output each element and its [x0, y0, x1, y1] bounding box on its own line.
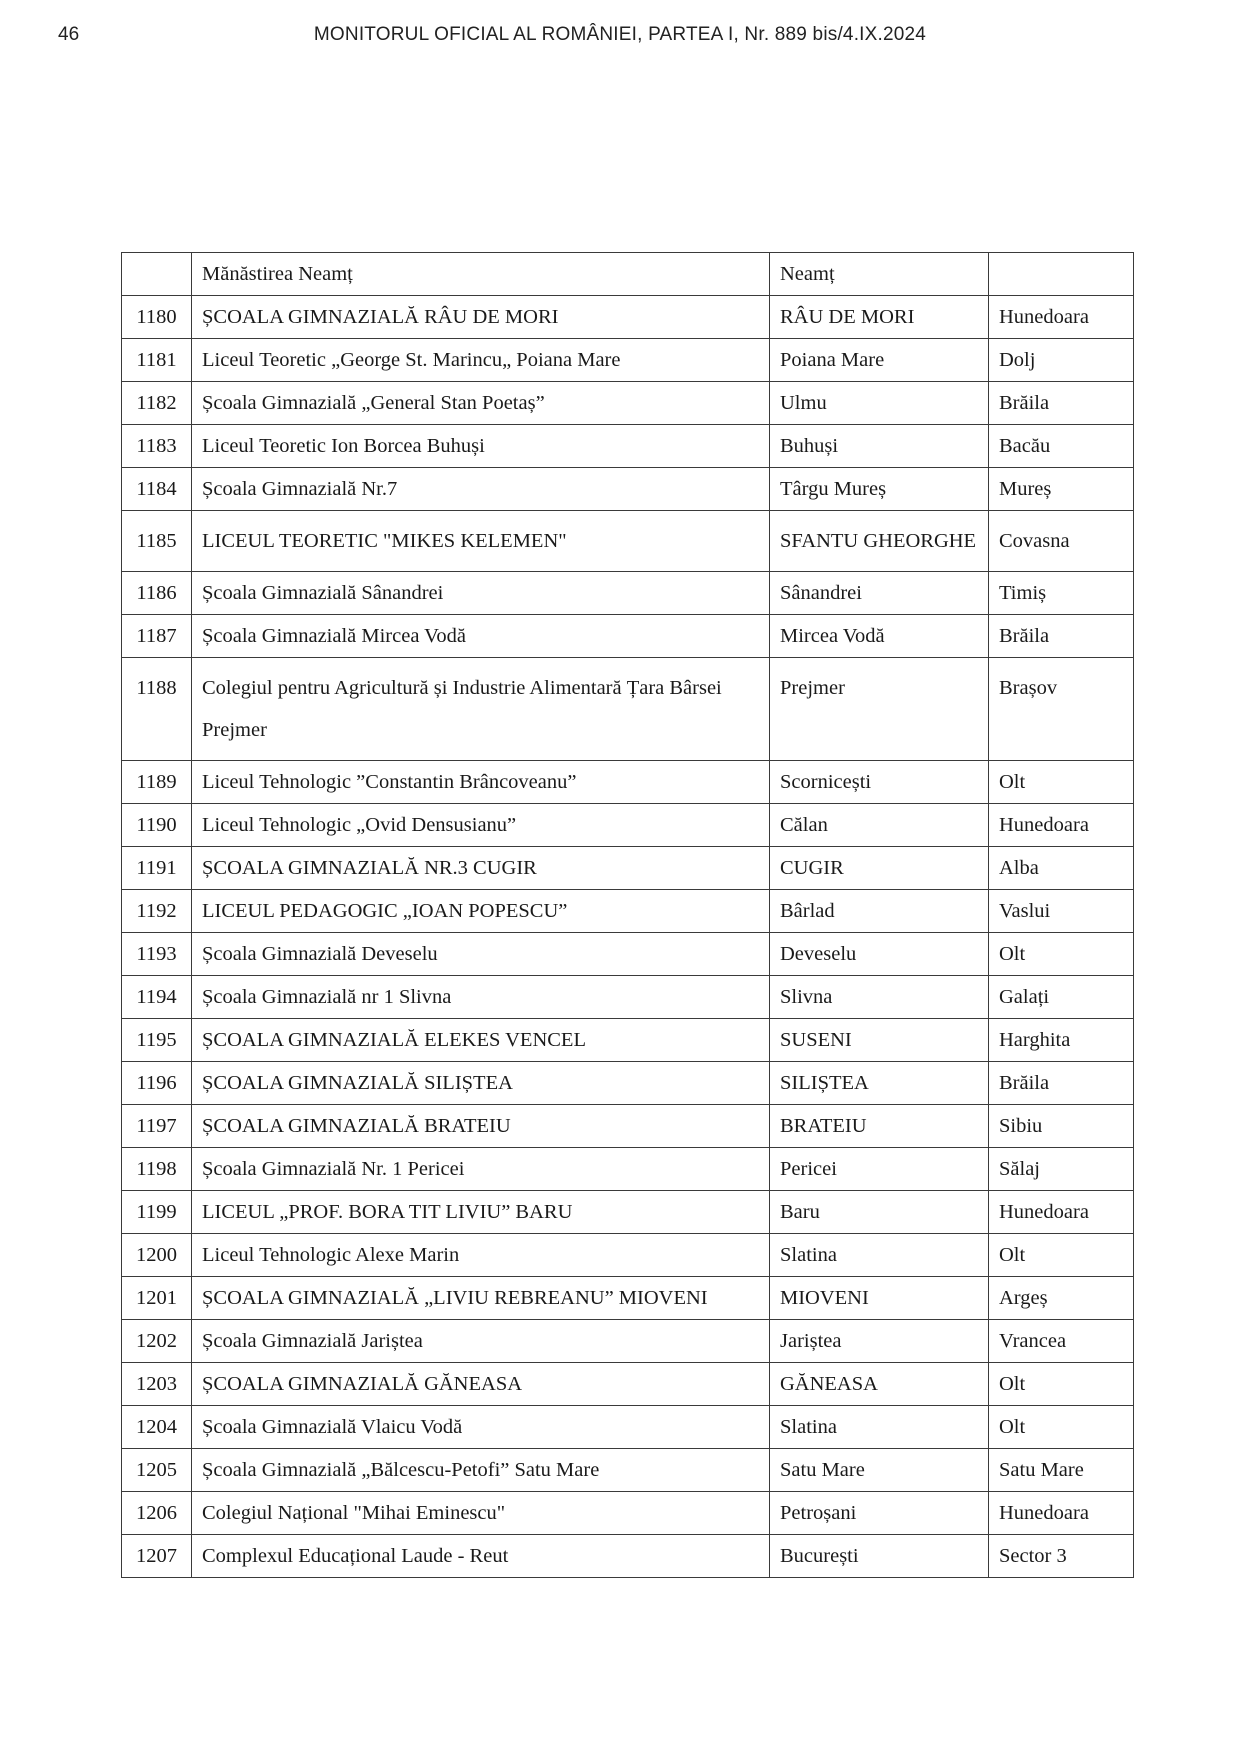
- locality-cell: Satu Mare: [770, 1449, 989, 1492]
- row-number-cell: 1183: [122, 425, 192, 468]
- locality-cell: Slivna: [770, 976, 989, 1019]
- row-number-cell: 1184: [122, 468, 192, 511]
- row-number-cell: 1190: [122, 804, 192, 847]
- school-name-cell: Colegiul Național "Mihai Eminescu": [192, 1492, 770, 1535]
- row-number-cell: 1203: [122, 1363, 192, 1406]
- school-name-cell: Colegiul pentru Agricultură și Industrie Alimentară Țara Bârsei Prejmer: [192, 658, 770, 761]
- table-row: [122, 976, 1134, 1019]
- table-row: [122, 511, 1134, 572]
- county-cell: Sălaj: [989, 1148, 1134, 1191]
- row-number-cell: 1205: [122, 1449, 192, 1492]
- locality-cell: Târgu Mureș: [770, 468, 989, 511]
- table-row: [122, 1191, 1134, 1234]
- row-number-cell: 1186: [122, 572, 192, 615]
- schools-table-body: [122, 253, 1134, 1578]
- row-number-cell: 1198: [122, 1148, 192, 1191]
- school-name-cell: Școala Gimnazială Nr. 1 Pericei: [192, 1148, 770, 1191]
- locality-cell: Slatina: [770, 1234, 989, 1277]
- table-row: [122, 425, 1134, 468]
- row-number-cell: 1187: [122, 615, 192, 658]
- table-row: [122, 804, 1134, 847]
- locality-cell: BRATEIU: [770, 1105, 989, 1148]
- school-name-cell: LICEUL TEORETIC "MIKES KELEMEN": [192, 511, 770, 572]
- row-number-cell: 1188: [122, 658, 192, 761]
- row-number-cell: 1182: [122, 382, 192, 425]
- page-number: 46: [58, 24, 80, 45]
- county-cell: Satu Mare: [989, 1449, 1134, 1492]
- county-cell: Olt: [989, 1234, 1134, 1277]
- locality-cell: Ulmu: [770, 382, 989, 425]
- school-name-cell: ȘCOALA GIMNAZIALĂ „LIVIU REBREANU” MIOVENI: [192, 1277, 770, 1320]
- locality-cell: București: [770, 1535, 989, 1578]
- locality-cell: GĂNEASA: [770, 1363, 989, 1406]
- county-cell: Alba: [989, 847, 1134, 890]
- county-cell: Brașov: [989, 658, 1134, 761]
- publication-title: MONITORUL OFICIAL AL ROMÂNIEI, PARTEA I, Nr. 889 bis/4.IX.2024: [313, 24, 927, 45]
- locality-cell: MIOVENI: [770, 1277, 989, 1320]
- school-name-cell: Liceul Teoretic Ion Borcea Buhuși: [192, 425, 770, 468]
- school-name-cell: Liceul Teoretic „George St. Marincu„ Poiana Mare: [192, 339, 770, 382]
- row-number-cell: 1199: [122, 1191, 192, 1234]
- county-cell: Galați: [989, 976, 1134, 1019]
- table-row: [122, 1363, 1134, 1406]
- table-row: [122, 468, 1134, 511]
- row-number-cell: 1200: [122, 1234, 192, 1277]
- table-row: [122, 1320, 1134, 1363]
- row-number-cell: 1191: [122, 847, 192, 890]
- county-cell: Olt: [989, 761, 1134, 804]
- county-cell: Sibiu: [989, 1105, 1134, 1148]
- locality-cell: Petroșani: [770, 1492, 989, 1535]
- row-number-cell: [122, 253, 192, 296]
- table-row: [122, 1019, 1134, 1062]
- table-row: [122, 1148, 1134, 1191]
- row-number-cell: 1189: [122, 761, 192, 804]
- row-number-cell: 1193: [122, 933, 192, 976]
- locality-cell: CUGIR: [770, 847, 989, 890]
- row-number-cell: 1196: [122, 1062, 192, 1105]
- locality-cell: SUSENI: [770, 1019, 989, 1062]
- locality-cell: Mircea Vodă: [770, 615, 989, 658]
- table-row: [122, 1535, 1134, 1578]
- county-cell: Harghita: [989, 1019, 1134, 1062]
- school-name-cell: Școala Gimnazială Vlaicu Vodă: [192, 1406, 770, 1449]
- schools-table: [121, 252, 1134, 1578]
- locality-cell: Bârlad: [770, 890, 989, 933]
- county-cell: Dolj: [989, 339, 1134, 382]
- table-row: [122, 1277, 1134, 1320]
- table-row: [122, 1492, 1134, 1535]
- school-name-cell: ȘCOALA GIMNAZIALĂ ELEKES VENCEL: [192, 1019, 770, 1062]
- locality-cell: Jariștea: [770, 1320, 989, 1363]
- table-row: [122, 615, 1134, 658]
- row-number-cell: 1207: [122, 1535, 192, 1578]
- locality-cell: Baru: [770, 1191, 989, 1234]
- county-cell: Bacău: [989, 425, 1134, 468]
- county-cell: Hunedoara: [989, 804, 1134, 847]
- locality-cell: Slatina: [770, 1406, 989, 1449]
- county-cell: Argeș: [989, 1277, 1134, 1320]
- row-number-cell: 1204: [122, 1406, 192, 1449]
- table-row: [122, 933, 1134, 976]
- row-number-cell: 1202: [122, 1320, 192, 1363]
- county-cell: Olt: [989, 1406, 1134, 1449]
- table-row: [122, 1105, 1134, 1148]
- row-number-cell: 1185: [122, 511, 192, 572]
- county-cell: Olt: [989, 1363, 1134, 1406]
- school-name-cell: ȘCOALA GIMNAZIALĂ BRATEIU: [192, 1105, 770, 1148]
- county-cell: Vaslui: [989, 890, 1134, 933]
- table-row: [122, 1234, 1134, 1277]
- county-cell: Hunedoara: [989, 296, 1134, 339]
- county-cell: Brăila: [989, 382, 1134, 425]
- school-name-cell: ȘCOALA GIMNAZIALĂ RÂU DE MORI: [192, 296, 770, 339]
- locality-cell: Buhuși: [770, 425, 989, 468]
- row-number-cell: 1192: [122, 890, 192, 933]
- school-name-cell: Școala Gimnazială „General Stan Poetaș”: [192, 382, 770, 425]
- table-row: [122, 296, 1134, 339]
- school-name-cell: Școala Gimnazială Mircea Vodă: [192, 615, 770, 658]
- locality-cell: Pericei: [770, 1148, 989, 1191]
- county-cell: Covasna: [989, 511, 1134, 572]
- school-name-cell: Școala Gimnazială nr 1 Slivna: [192, 976, 770, 1019]
- row-number-cell: 1197: [122, 1105, 192, 1148]
- school-name-cell: Școala Gimnazială Sânandrei: [192, 572, 770, 615]
- school-name-cell: ȘCOALA GIMNAZIALĂ SILIȘTEA: [192, 1062, 770, 1105]
- locality-cell: RÂU DE MORI: [770, 296, 989, 339]
- school-name-cell: Complexul Educațional Laude - Reut: [192, 1535, 770, 1578]
- locality-cell: Scornicești: [770, 761, 989, 804]
- school-name-cell: ȘCOALA GIMNAZIALĂ NR.3 CUGIR: [192, 847, 770, 890]
- county-cell: Hunedoara: [989, 1191, 1134, 1234]
- locality-cell: SILIȘTEA: [770, 1062, 989, 1105]
- table-row: [122, 572, 1134, 615]
- locality-cell: SFANTU GHEORGHE: [770, 511, 989, 572]
- row-number-cell: 1195: [122, 1019, 192, 1062]
- table-row: [122, 339, 1134, 382]
- school-name-cell: Școala Gimnazială Nr.7: [192, 468, 770, 511]
- county-cell: Timiș: [989, 572, 1134, 615]
- school-name-cell: ȘCOALA GIMNAZIALĂ GĂNEASA: [192, 1363, 770, 1406]
- locality-cell: Deveselu: [770, 933, 989, 976]
- locality-cell: Călan: [770, 804, 989, 847]
- page-header: [0, 22, 1240, 52]
- row-number-cell: 1206: [122, 1492, 192, 1535]
- county-cell: [989, 253, 1134, 296]
- school-name-cell: Liceul Tehnologic Alexe Marin: [192, 1234, 770, 1277]
- row-number-cell: 1180: [122, 296, 192, 339]
- school-name-cell: Liceul Tehnologic „Ovid Densusianu”: [192, 804, 770, 847]
- table-row: [122, 890, 1134, 933]
- locality-cell: Poiana Mare: [770, 339, 989, 382]
- school-name-cell: LICEUL „PROF. BORA TIT LIVIU” BARU: [192, 1191, 770, 1234]
- county-cell: Hunedoara: [989, 1492, 1134, 1535]
- county-cell: Vrancea: [989, 1320, 1134, 1363]
- table-row: [122, 658, 1134, 761]
- school-name-cell: Mănăstirea Neamț: [192, 253, 770, 296]
- table-row: [122, 382, 1134, 425]
- school-name-cell: Liceul Tehnologic ”Constantin Brâncoveanu”: [192, 761, 770, 804]
- row-number-cell: 1194: [122, 976, 192, 1019]
- school-name-cell: Școala Gimnazială Jariștea: [192, 1320, 770, 1363]
- locality-cell: Sânandrei: [770, 572, 989, 615]
- row-number-cell: 1181: [122, 339, 192, 382]
- county-cell: Mureș: [989, 468, 1134, 511]
- school-name-cell: Școala Gimnazială „Bălcescu-Petofi” Satu Mare: [192, 1449, 770, 1492]
- table-row: [122, 1449, 1134, 1492]
- locality-cell: Neamț: [770, 253, 989, 296]
- county-cell: Brăila: [989, 615, 1134, 658]
- table-row: [122, 847, 1134, 890]
- table-row: [122, 253, 1134, 296]
- county-cell: Sector 3: [989, 1535, 1134, 1578]
- locality-cell: Prejmer: [770, 658, 989, 761]
- school-name-cell: Școala Gimnazială Deveselu: [192, 933, 770, 976]
- school-name-cell: LICEUL PEDAGOGIC „IOAN POPESCU”: [192, 890, 770, 933]
- county-cell: Olt: [989, 933, 1134, 976]
- table-row: [122, 761, 1134, 804]
- table-row: [122, 1406, 1134, 1449]
- table-row: [122, 1062, 1134, 1105]
- row-number-cell: 1201: [122, 1277, 192, 1320]
- county-cell: Brăila: [989, 1062, 1134, 1105]
